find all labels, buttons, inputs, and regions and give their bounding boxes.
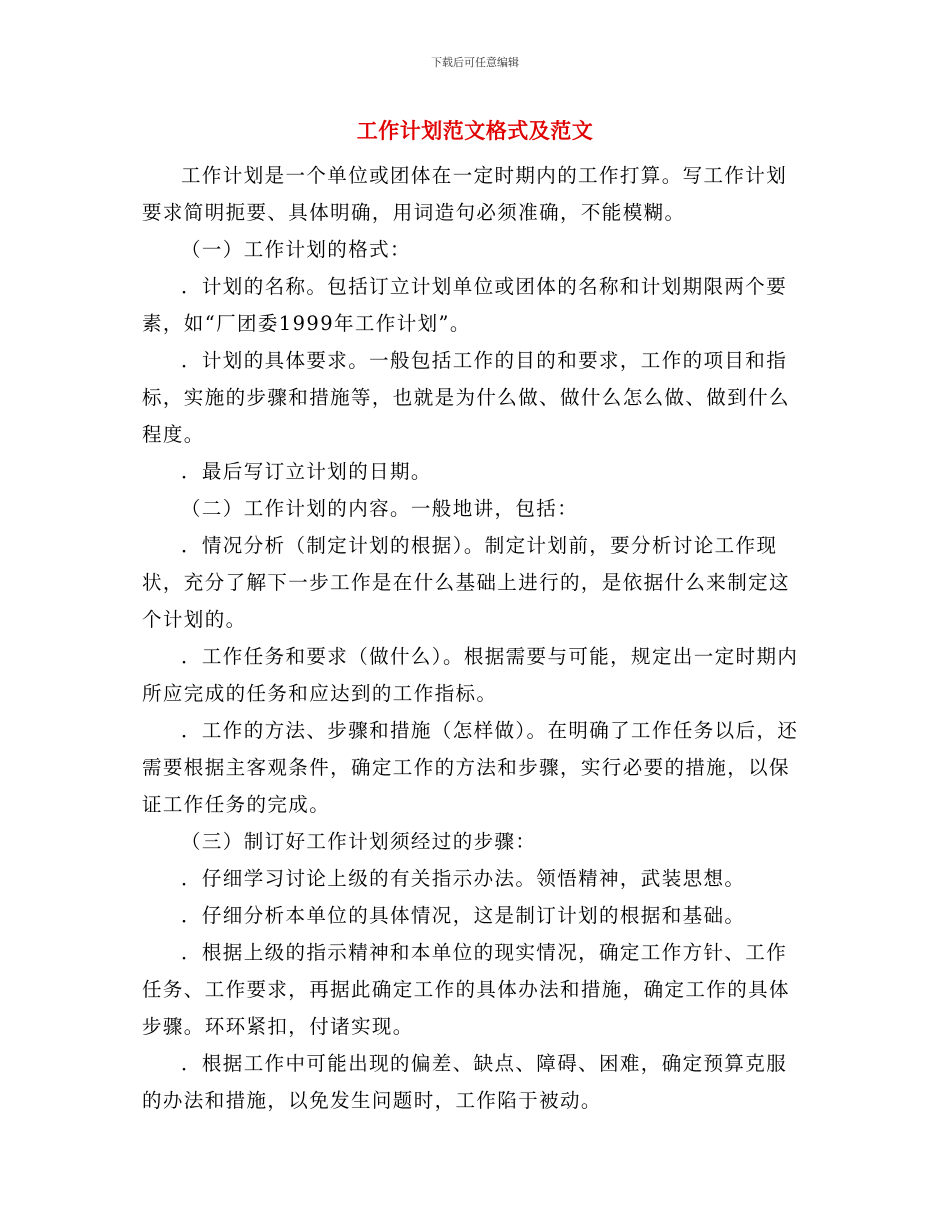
paragraph-item: ．根据工作中可能出现的偏差、缺点、障碍、困难，确定预算克服的办法和措施，以免发生问题时，工作陷于被动。 — [142, 1052, 788, 1112]
paragraph-item: ．计划的具体要求。一般包括工作的目的和要求，工作的项目和指标，实施的步骤和措施等，也就是为什么做、做什么怎么做、做到什么程度。 — [142, 349, 790, 446]
paragraph-item: ．仔细学习讨论上级的有关指示办法。领悟精神，武装思想。 — [181, 867, 746, 890]
paragraph-item: ．仔细分析本单位的具体情况，这是制订计划的根据和基础。 — [181, 904, 746, 927]
document-title: 工作计划范文格式及范文 — [356, 118, 594, 143]
paragraph-item: ．最后写订立计划的日期。 — [181, 460, 432, 483]
paragraph-item: ．工作任务和要求（做什么）。根据需要与可能，规定出一定时期内所应完成的任务和应达到的工作指标。 — [142, 645, 799, 705]
section-heading-steps: （三）制订好工作计划须经过的步骤： — [181, 830, 537, 853]
section-heading-format: （一）工作计划的格式： — [181, 238, 411, 261]
paragraph-item: ．情况分析（制定计划的根据）。制定计划前，要分析讨论工作现状，充分了解下一步工作是在什么基础上进行的，是依据什么来制定这个计划的。 — [142, 534, 790, 631]
paragraph-item: ．计划的名称。包括订立计划单位或团体的名称和计划期限两个要素，如“厂团委1999年工作计划”。 — [142, 275, 788, 335]
paragraph-item: ．根据上级的指示精神和本单位的现实情况，确定工作方针、工作任务、工作要求，再据此确定工作的具体办法和措施，确定工作的具体步骤。环环紧扣，付诸实现。 — [142, 941, 790, 1038]
document-body — [142, 157, 807, 1119]
paragraph-intro: 工作计划是一个单位或团体在一定时期内的工作打算。写工作计划要求简明扼要、具体明确，用词造句必须准确，不能模糊。 — [142, 164, 788, 224]
paragraph-item: ．工作的方法、步骤和措施（怎样做）。在明确了工作任务以后，还需要根据主客观条件，确定工作的方法和步骤，实行必要的措施，以保证工作任务的完成。 — [142, 719, 799, 816]
header-note: 下载后可任意编辑 — [431, 56, 519, 69]
section-heading-content: （二）工作计划的内容。一般地讲，包括： — [181, 497, 579, 520]
